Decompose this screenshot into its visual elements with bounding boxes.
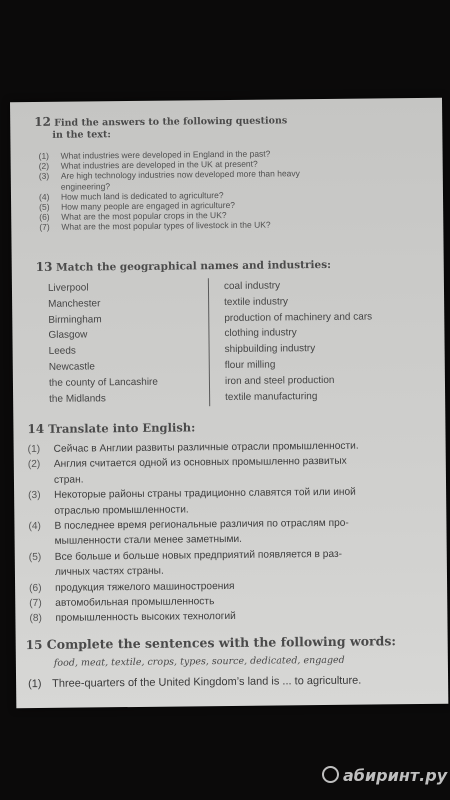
place-name: Liverpool	[47, 282, 89, 294]
translation-list	[28, 438, 430, 627]
item-number: (1)	[38, 150, 50, 161]
item-number: (4)	[28, 520, 41, 533]
place-name: Birmingham	[48, 313, 102, 326]
section-number: 13	[35, 259, 53, 275]
industry-name: clothing industry	[224, 327, 297, 340]
item-text: промышленность высоких технологий	[55, 611, 236, 625]
industry-name: textile industry	[224, 296, 289, 308]
word-list: food, meat, textile, crops, types, source, dedicated, engaged	[53, 654, 345, 669]
item-number: (3)	[28, 490, 41, 502]
item-text: Англия считается одной из основных промышленно развитых	[53, 456, 347, 471]
place-name: Newcastle	[48, 361, 95, 373]
item-text: Сейчас в Англии развиты различные отрасли промышленности.	[53, 440, 359, 455]
place-name: Manchester	[48, 298, 101, 310]
item-number: (7)	[39, 222, 50, 233]
place-name: the county of Lancashire	[48, 376, 158, 389]
item-text: How many people are engaged in agriculture?	[61, 199, 236, 212]
industry-name: textile manufacturing	[225, 390, 318, 403]
watermark: абиринт.ру	[322, 766, 447, 785]
item-number	[29, 534, 55, 550]
item-text: Three-quarters of the United Kingdom’s land is ... to agriculture.	[52, 674, 362, 690]
section-number: 14	[27, 421, 45, 437]
industry-name: flour milling	[224, 359, 276, 372]
item-text: Некоторые районы страны традиционно славятся той или иной	[54, 486, 356, 502]
item-text: engineering?	[60, 180, 111, 192]
item-number: (1)	[28, 677, 42, 691]
industries-column	[224, 277, 373, 405]
item-text: What industries are developed in the UK at present?	[60, 158, 258, 171]
section-number: 12	[34, 114, 51, 130]
item-text: автомобильная промышленность	[55, 596, 215, 609]
item-number: (4)	[38, 191, 50, 202]
industry-name: shipbuilding industry	[224, 343, 316, 356]
item-text: В последнее время региональные различия по отраслям про-	[54, 517, 349, 532]
section-14-title: 14 Translate into English:	[27, 420, 196, 437]
item-text: What are the most popular crops in the UK?	[61, 210, 227, 222]
completion-list	[28, 675, 361, 690]
place-name: Glasgow	[48, 329, 88, 342]
item-text: продукция тяжелого машиностроения	[55, 580, 235, 594]
item-number: (1)	[27, 443, 41, 456]
question-list	[39, 147, 415, 233]
item-number	[28, 473, 54, 489]
translate-item	[29, 607, 429, 627]
item-number	[29, 565, 55, 581]
item-text: What are the most popular types of livestock in the UK?	[61, 219, 271, 233]
item-text: Все больше и больше новых предприятий появляется в раз-	[54, 548, 343, 563]
item-text: стран.	[53, 474, 84, 486]
industry-name: production of machinery and cars	[224, 311, 373, 324]
item-number: (2)	[38, 161, 50, 172]
section-15-title: 15 Complete the sentences with the following words:	[25, 633, 397, 653]
section-13-title: 13 Match the geographical names and industries:	[35, 258, 332, 275]
item-number: (7)	[29, 598, 42, 610]
section-number: 15	[25, 637, 43, 653]
labirint-logo-icon	[322, 766, 339, 783]
item-text: What industries were developed in England in the past?	[60, 148, 271, 161]
item-number: (3)	[38, 171, 50, 182]
item-number: (6)	[39, 212, 50, 223]
item-text: отраслью промышленности.	[54, 504, 189, 517]
place-name: the Midlands	[49, 392, 106, 405]
item-number: (5)	[28, 551, 42, 563]
place-name: Leeds	[48, 345, 76, 358]
item-text: личных частях страны.	[54, 565, 164, 579]
complete-item	[28, 675, 361, 690]
item-number: (5)	[39, 201, 50, 212]
item-number: (2)	[27, 459, 41, 471]
item-number: (8)	[29, 613, 42, 625]
textbook-page	[10, 98, 448, 708]
item-text: мышленности стали менее заметными.	[54, 534, 243, 548]
places-column	[48, 280, 158, 408]
section-12-title: 12 Find the answers to the following questions in the text:	[34, 114, 288, 141]
item-number: (6)	[29, 582, 42, 594]
item-text: How much land is dedicated to agriculture?	[60, 189, 224, 202]
item-number	[39, 181, 61, 191]
industry-name: iron and steel production	[224, 374, 335, 387]
item-text: Are high technology industries now developed more than heavy	[60, 168, 300, 182]
item-number	[28, 503, 54, 519]
column-divider	[208, 278, 210, 406]
industry-name: coal industry	[223, 280, 281, 293]
